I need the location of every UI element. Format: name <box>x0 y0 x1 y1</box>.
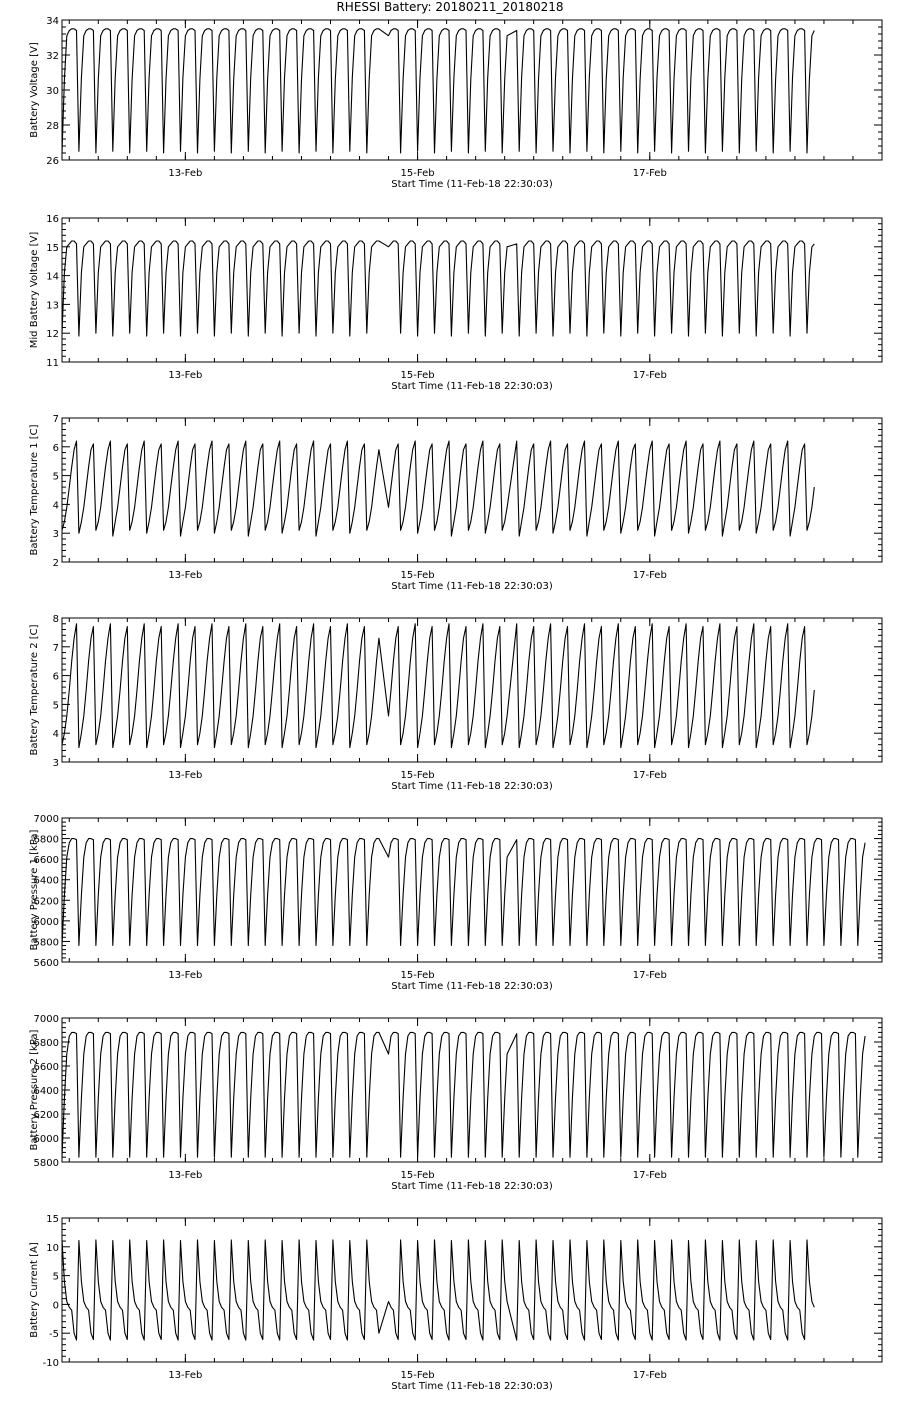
y-tick-label: 32 <box>46 51 59 62</box>
y-tick-label: 6800 <box>33 1038 59 1049</box>
plot-frame <box>62 218 882 362</box>
series-line <box>62 624 814 748</box>
x-tick-label: 15-Feb <box>400 770 435 781</box>
x-tick-label: 17-Feb <box>632 570 667 581</box>
y-axis-label: Mid Battery Voltage [V] <box>29 231 40 349</box>
x-tick-label: 13-Feb <box>168 970 203 981</box>
y-tick-label: 15 <box>46 242 59 254</box>
y-tick-label: 5600 <box>33 958 59 969</box>
y-axis-label: Battery Pressure 1 [kPa] <box>29 829 40 951</box>
x-tick-label: 15-Feb <box>400 570 435 581</box>
y-tick-label: 2 <box>52 558 59 569</box>
x-tick-label: 13-Feb <box>168 770 203 781</box>
y-tick-label: 30 <box>46 86 59 97</box>
chart-panel-2 <box>29 214 882 392</box>
y-tick-label: 6000 <box>33 916 59 928</box>
y-axis-label: Battery Temperature 1 [C] <box>29 424 40 556</box>
y-axis-label: Battery Current [A] <box>29 1242 40 1338</box>
x-tick-label: 15-Feb <box>400 370 435 381</box>
x-tick-label: 17-Feb <box>632 1370 667 1381</box>
y-tick-label: 34 <box>46 16 59 27</box>
y-tick-label: 10 <box>46 1242 59 1254</box>
y-tick-label: 7 <box>52 642 59 654</box>
y-tick-label: 6600 <box>33 855 59 867</box>
y-tick-label: 5800 <box>33 1158 59 1169</box>
series-line <box>62 441 814 536</box>
x-axis-label: Start Time (11-Feb-18 22:30:03) <box>391 981 553 992</box>
y-tick-label: 3 <box>52 529 59 541</box>
y-tick-label: 6200 <box>33 896 59 908</box>
y-tick-label: 6000 <box>33 1134 59 1145</box>
y-tick-label: 7000 <box>33 814 59 825</box>
y-tick-label: 0 <box>52 1300 59 1312</box>
y-tick-label: 5 <box>52 1271 59 1283</box>
y-tick-label: 28 <box>46 121 59 132</box>
plot-frame <box>62 618 882 762</box>
x-tick-label: 17-Feb <box>632 168 667 179</box>
y-tick-label: 4 <box>52 729 59 741</box>
y-tick-label: 6400 <box>33 875 59 887</box>
figure-title: RHESSI Battery: 20180211_20180218 <box>336 0 564 14</box>
series-line <box>62 1032 865 1157</box>
x-axis-label: Start Time (11-Feb-18 22:30:03) <box>391 781 553 792</box>
y-tick-label: 5 <box>52 700 59 712</box>
chart-panel-6 <box>29 1014 882 1192</box>
chart-panel-3 <box>29 414 882 592</box>
y-tick-label: 7000 <box>33 1014 59 1025</box>
y-tick-label: 26 <box>46 156 59 167</box>
y-tick-label: -5 <box>49 1329 59 1341</box>
y-tick-label: 8 <box>52 614 59 625</box>
x-axis-label: Start Time (11-Feb-18 22:30:03) <box>391 581 553 592</box>
y-tick-label: 6600 <box>33 1062 59 1073</box>
x-tick-label: 15-Feb <box>400 168 435 179</box>
y-tick-label: 5 <box>52 471 59 483</box>
y-tick-label: 13 <box>46 300 59 312</box>
x-axis-label: Start Time (11-Feb-18 22:30:03) <box>391 179 553 190</box>
chart-panel-1 <box>29 16 882 190</box>
y-tick-label: 4 <box>52 500 59 512</box>
y-tick-label: 7 <box>52 414 59 425</box>
y-tick-label: 5800 <box>33 937 59 949</box>
y-axis-label: Battery Pressure 2 [kPa] <box>29 1029 40 1151</box>
y-axis-label: Battery Temperature 2 [C] <box>29 624 40 756</box>
y-tick-label: 3 <box>52 758 59 769</box>
x-tick-label: 13-Feb <box>168 1370 203 1381</box>
x-tick-label: 13-Feb <box>168 168 203 179</box>
y-tick-label: 6400 <box>33 1086 59 1097</box>
x-tick-label: 13-Feb <box>168 1170 203 1181</box>
y-tick-label: 6200 <box>33 1110 59 1121</box>
series-line <box>62 839 865 946</box>
series-line <box>62 241 814 336</box>
y-tick-label: 6800 <box>33 834 59 846</box>
y-tick-label: 16 <box>46 214 59 225</box>
y-tick-label: 6 <box>52 442 59 454</box>
series-line <box>62 1240 814 1340</box>
y-tick-label: 14 <box>46 271 59 283</box>
y-tick-label: -10 <box>42 1358 59 1369</box>
y-tick-label: 11 <box>46 358 59 369</box>
x-tick-label: 17-Feb <box>632 370 667 381</box>
x-axis-label: Start Time (11-Feb-18 22:30:03) <box>391 381 553 392</box>
x-axis-label: Start Time (11-Feb-18 22:30:03) <box>391 1381 553 1392</box>
plot-frame <box>62 418 882 562</box>
chart-panel-4 <box>29 614 882 792</box>
chart-panel-5 <box>29 814 882 992</box>
x-tick-label: 17-Feb <box>632 770 667 781</box>
series-line <box>62 29 814 153</box>
y-tick-label: 6 <box>52 671 59 683</box>
x-tick-label: 15-Feb <box>400 970 435 981</box>
x-tick-label: 13-Feb <box>168 570 203 581</box>
x-tick-label: 15-Feb <box>400 1170 435 1181</box>
chart-panel-7 <box>29 1214 882 1392</box>
y-axis-label: Battery Voltage [V] <box>29 42 40 138</box>
x-tick-label: 15-Feb <box>400 1370 435 1381</box>
x-tick-label: 17-Feb <box>632 970 667 981</box>
y-tick-label: 15 <box>46 1214 59 1225</box>
x-tick-label: 17-Feb <box>632 1170 667 1181</box>
y-tick-label: 12 <box>46 329 59 341</box>
x-axis-label: Start Time (11-Feb-18 22:30:03) <box>391 1181 553 1192</box>
x-tick-label: 13-Feb <box>168 370 203 381</box>
